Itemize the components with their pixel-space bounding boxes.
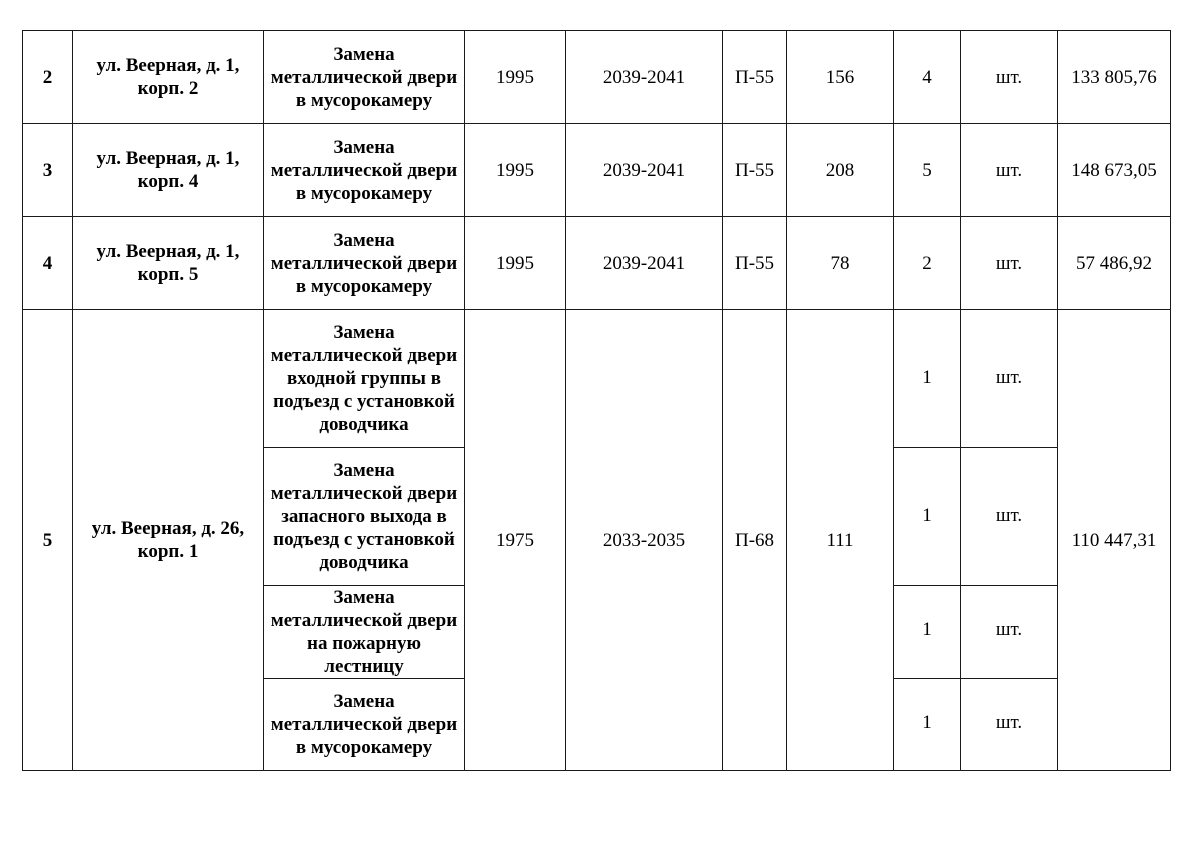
quantity-cell: 1 (894, 448, 961, 586)
year-cell: 1995 (465, 124, 566, 217)
quantity-cell: 1 (894, 679, 961, 771)
row-number: 5 (23, 310, 73, 771)
series-cell: П-55 (723, 217, 787, 310)
work-description: Замена металлической двери входной группы в подъезд с установкой доводчика (264, 310, 465, 448)
cost-cell: 133 805,76 (1058, 31, 1171, 124)
unit-cell: шт. (961, 31, 1058, 124)
series-cell: П-55 (723, 31, 787, 124)
cost-cell: 57 486,92 (1058, 217, 1171, 310)
work-description: Замена металлической двери в мусорокамеру (264, 31, 465, 124)
row-number: 2 (23, 31, 73, 124)
address-cell: ул. Веерная, д. 1, корп. 2 (73, 31, 264, 124)
unit-cell: шт. (961, 586, 1058, 679)
unit-cell: шт. (961, 448, 1058, 586)
quantity-cell: 2 (894, 217, 961, 310)
year-cell: 1995 (465, 217, 566, 310)
quantity-cell: 4 (894, 31, 961, 124)
address-cell: ул. Веерная, д. 1, корп. 4 (73, 124, 264, 217)
table-row (23, 31, 1171, 124)
cost-cell: 148 673,05 (1058, 124, 1171, 217)
period-cell: 2039-2041 (566, 124, 723, 217)
unit-cell: шт. (961, 217, 1058, 310)
year-cell: 1995 (465, 31, 566, 124)
address-cell: ул. Веерная, д. 1, корп. 5 (73, 217, 264, 310)
quantity-cell: 1 (894, 310, 961, 448)
apartments-cell: 156 (787, 31, 894, 124)
period-cell: 2039-2041 (566, 217, 723, 310)
unit-cell: шт. (961, 310, 1058, 448)
unit-cell: шт. (961, 679, 1058, 771)
work-description: Замена металлической двери запасного выхода в подъезд с установкой доводчика (264, 448, 465, 586)
unit-cell: шт. (961, 124, 1058, 217)
apartments-cell: 78 (787, 217, 894, 310)
quantity-cell: 5 (894, 124, 961, 217)
table-row (23, 217, 1171, 310)
quantity-cell: 1 (894, 586, 961, 679)
table-row (23, 124, 1171, 217)
works-table (22, 30, 1171, 771)
apartments-cell: 111 (787, 310, 894, 771)
cost-cell: 110 447,31 (1058, 310, 1171, 771)
work-description: Замена металлической двери в мусорокамеру (264, 217, 465, 310)
period-cell: 2033-2035 (566, 310, 723, 771)
work-description: Замена металлической двери в мусорокамеру (264, 679, 465, 771)
series-cell: П-68 (723, 310, 787, 771)
apartments-cell: 208 (787, 124, 894, 217)
table-row (23, 310, 1171, 448)
year-cell: 1975 (465, 310, 566, 771)
address-cell: ул. Веерная, д. 26, корп. 1 (73, 310, 264, 771)
row-number: 3 (23, 124, 73, 217)
work-description: Замена металлической двери в мусорокамеру (264, 124, 465, 217)
period-cell: 2039-2041 (566, 31, 723, 124)
row-number: 4 (23, 217, 73, 310)
series-cell: П-55 (723, 124, 787, 217)
work-description: Замена металлической двери на пожарную лестницу (264, 586, 465, 679)
